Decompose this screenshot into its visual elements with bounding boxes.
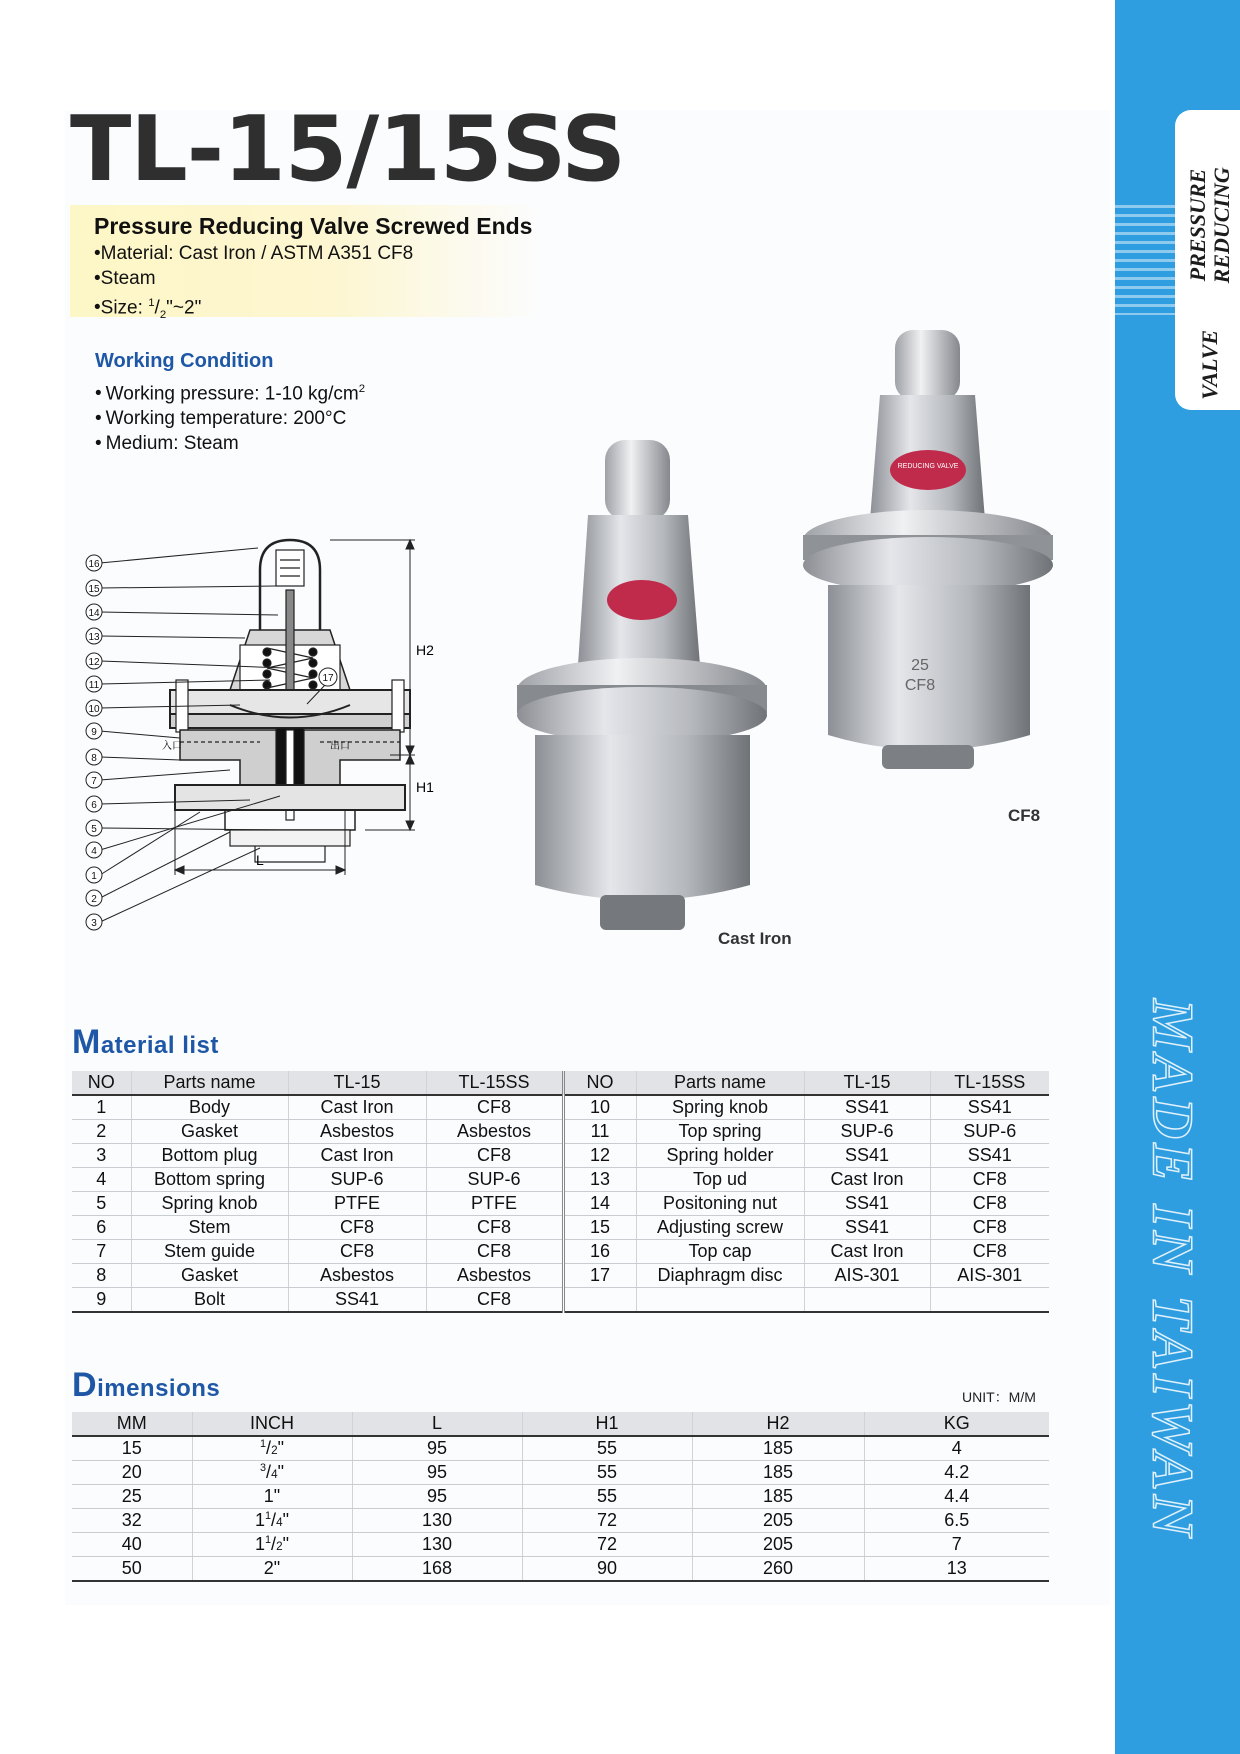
material-cell <box>804 1288 930 1313</box>
dimensions-cell-mm: 25 <box>72 1485 192 1509</box>
product-summary <box>70 205 540 322</box>
dimensions-cell-kg: 6.5 <box>864 1509 1049 1533</box>
material-header-cell: TL-15 <box>288 1071 426 1095</box>
dimensions-cell-h2: 185 <box>692 1461 864 1485</box>
material-row <box>72 1144 1049 1168</box>
callout-number: 1 <box>91 871 97 882</box>
dimensions-cell-inch: 1" <box>192 1485 352 1509</box>
callout-number: 16 <box>88 559 100 570</box>
material-cell: CF8 <box>288 1216 426 1240</box>
cast-iron-label: Cast Iron <box>718 929 792 948</box>
dimensions-row <box>72 1485 1049 1509</box>
material-cell: SS41 <box>804 1144 930 1168</box>
callout-number: 15 <box>88 584 100 595</box>
dimensions-header-cell: H1 <box>522 1412 692 1436</box>
dimensions-cell-inch: $1^1/4$" <box>192 1509 352 1533</box>
material-cell: 3 <box>72 1144 131 1168</box>
material-cell: AIS-301 <box>930 1264 1049 1288</box>
working-condition-title: Working Condition <box>95 350 274 372</box>
material-cell: Asbestos <box>426 1120 563 1144</box>
dimensions-cell-l: 168 <box>352 1557 522 1582</box>
product-subtitle: Pressure Reducing Valve Screwed Ends <box>94 213 533 239</box>
material-row <box>72 1240 1049 1264</box>
dimensions-cell-l: 95 <box>352 1436 522 1461</box>
material-cell: SS41 <box>804 1216 930 1240</box>
material-list-title: Material list <box>72 1023 219 1061</box>
dimensions-cell-h1: 55 <box>522 1485 692 1509</box>
material-cell: Stem <box>131 1216 288 1240</box>
product-photos <box>510 325 1070 975</box>
cf8-body-marking-2: CF8 <box>904 677 936 694</box>
side-stripes <box>1115 205 1175 315</box>
material-cell: CF8 <box>426 1095 563 1120</box>
material-cell: CF8 <box>426 1144 563 1168</box>
spec-material: • Material: Cast Iron / ASTM A351 CF8 <box>94 241 413 266</box>
material-row <box>72 1288 1049 1313</box>
material-cell: 5 <box>72 1192 131 1216</box>
working-condition-list <box>95 377 365 456</box>
material-cell: Top ud <box>636 1168 804 1192</box>
material-cell: Gasket <box>131 1264 288 1288</box>
dimensions-cell-h1: 72 <box>522 1509 692 1533</box>
material-header-cell: TL-15SS <box>930 1071 1049 1095</box>
material-cell: PTFE <box>426 1192 563 1216</box>
material-cell: 2 <box>72 1120 131 1144</box>
material-cell: Asbestos <box>426 1264 563 1288</box>
material-cell: SUP-6 <box>804 1120 930 1144</box>
material-cell: 4 <box>72 1168 131 1192</box>
material-cell: CF8 <box>930 1168 1049 1192</box>
material-header-cell: TL-15SS <box>426 1071 563 1095</box>
working-pressure: • Working pressure: 1-10 $kg/cm^2$ <box>95 377 365 406</box>
dimensions-cell-inch: 2" <box>192 1557 352 1582</box>
dimensions-cell-h2: 205 <box>692 1533 864 1557</box>
spec-list <box>94 241 413 328</box>
category-tab-label <box>1180 120 1240 400</box>
material-cell <box>930 1288 1049 1313</box>
dimensions-row <box>72 1509 1049 1533</box>
dimensions-row <box>72 1436 1049 1461</box>
dim-h2-label: H2 <box>416 642 434 658</box>
dimensions-table-header <box>72 1412 1049 1436</box>
material-cell: SS41 <box>288 1288 426 1313</box>
dimensions-header-cell: L <box>352 1412 522 1436</box>
material-cell: Cast Iron <box>804 1168 930 1192</box>
dimensions-cell-h2: 260 <box>692 1557 864 1582</box>
material-cell: Gasket <box>131 1120 288 1144</box>
dimensions-cell-kg: 4.4 <box>864 1485 1049 1509</box>
dim-h1-label: H1 <box>416 779 434 795</box>
page-title: TL-15/15SS <box>70 97 626 202</box>
material-row <box>72 1120 1049 1144</box>
dimensions-title: Dimensions <box>72 1366 221 1404</box>
material-cell <box>563 1288 636 1313</box>
dimensions-row <box>72 1533 1049 1557</box>
dimensions-header-cell: MM <box>72 1412 192 1436</box>
category-line-2: VALVE <box>1197 330 1222 400</box>
dimensions-cell-mm: 20 <box>72 1461 192 1485</box>
material-row <box>72 1095 1049 1120</box>
callout-number: 9 <box>91 727 97 738</box>
dimensions-cell-h1: 55 <box>522 1461 692 1485</box>
material-cell: 11 <box>563 1120 636 1144</box>
dimensions-cell-h1: 72 <box>522 1533 692 1557</box>
material-cell: Positoning nut <box>636 1192 804 1216</box>
dimensions-cell-kg: 4 <box>864 1436 1049 1461</box>
dimensions-header-cell: KG <box>864 1412 1049 1436</box>
material-cell: 10 <box>563 1095 636 1120</box>
category-line-1: PRESSURE REDUCING <box>1185 167 1234 284</box>
cf8-nameplate: REDUCING VALVE <box>897 463 959 470</box>
material-row <box>72 1216 1049 1240</box>
callout-number: 4 <box>91 846 97 857</box>
callout-number: 12 <box>88 657 100 668</box>
material-cell: PTFE <box>288 1192 426 1216</box>
material-cell: 16 <box>563 1240 636 1264</box>
material-cell: SS41 <box>804 1095 930 1120</box>
material-cell: 1 <box>72 1095 131 1120</box>
dimensions-header-cell: INCH <box>192 1412 352 1436</box>
inlet-label: 入口 <box>162 741 182 752</box>
material-cell: Top spring <box>636 1120 804 1144</box>
material-header-cell: Parts name <box>636 1071 804 1095</box>
material-cell: CF8 <box>426 1288 563 1313</box>
dimensions-cell-h2: 185 <box>692 1485 864 1509</box>
material-header-cell: NO <box>72 1071 131 1095</box>
dimensions-header-cell: H2 <box>692 1412 864 1436</box>
material-cell: 15 <box>563 1216 636 1240</box>
material-row <box>72 1192 1049 1216</box>
material-cell: AIS-301 <box>804 1264 930 1288</box>
unit-label: UNIT：M/M <box>962 1389 1036 1405</box>
material-cell <box>636 1288 804 1313</box>
dimensions-cell-l: 130 <box>352 1533 522 1557</box>
dimensions-cell-kg: 4.2 <box>864 1461 1049 1485</box>
material-cell: 14 <box>563 1192 636 1216</box>
callout-number: 17 <box>322 673 334 684</box>
material-cell: Cast Iron <box>288 1144 426 1168</box>
material-cell: Asbestos <box>288 1264 426 1288</box>
material-header-cell: Parts name <box>131 1071 288 1095</box>
material-cell: SUP-6 <box>930 1120 1049 1144</box>
dimensions-cell-inch: $1^1/2$" <box>192 1533 352 1557</box>
material-cell: 6 <box>72 1216 131 1240</box>
dimensions-cell-kg: 7 <box>864 1533 1049 1557</box>
dimensions-cell-kg: 13 <box>864 1557 1049 1582</box>
material-cell: Bottom plug <box>131 1144 288 1168</box>
material-cell: Spring knob <box>131 1192 288 1216</box>
material-header-cell: NO <box>563 1071 636 1095</box>
callout-number: 10 <box>88 704 100 715</box>
dimensions-cell-mm: 32 <box>72 1509 192 1533</box>
material-cell: SS41 <box>930 1144 1049 1168</box>
dimensions-cell-h1: 90 <box>522 1557 692 1582</box>
material-cell: CF8 <box>930 1216 1049 1240</box>
callout-number: 3 <box>91 918 97 929</box>
material-cell: SUP-6 <box>426 1168 563 1192</box>
material-cell: SS41 <box>804 1192 930 1216</box>
cf8-label: CF8 <box>1008 806 1041 825</box>
material-cell: 12 <box>563 1144 636 1168</box>
material-row <box>72 1264 1049 1288</box>
material-cell: CF8 <box>930 1240 1049 1264</box>
material-cell: Spring holder <box>636 1144 804 1168</box>
dimensions-cell-h2: 205 <box>692 1509 864 1533</box>
made-in-taiwan <box>1118 1000 1228 1540</box>
callout-number: 11 <box>88 680 100 691</box>
material-cell: CF8 <box>288 1240 426 1264</box>
cast-iron-valve-photo <box>517 440 767 930</box>
dimensions-cell-mm: 40 <box>72 1533 192 1557</box>
material-row <box>72 1168 1049 1192</box>
material-cell: Asbestos <box>288 1120 426 1144</box>
material-cell: Stem guide <box>131 1240 288 1264</box>
material-cell: 17 <box>563 1264 636 1288</box>
cf8-body-marking-1: 25 <box>911 657 929 674</box>
dimensions-cell-mm: 50 <box>72 1557 192 1582</box>
callout-number: 2 <box>91 894 97 905</box>
material-cell: 8 <box>72 1264 131 1288</box>
material-cell: CF8 <box>426 1240 563 1264</box>
material-cell: 9 <box>72 1288 131 1313</box>
material-table <box>72 1071 1049 1313</box>
material-header-cell: TL-15 <box>804 1071 930 1095</box>
dimensions-row <box>72 1557 1049 1582</box>
callout-number: 8 <box>91 753 97 764</box>
material-cell: Bottom spring <box>131 1168 288 1192</box>
working-medium: • Medium: Steam <box>95 431 365 456</box>
dimensions-cell-l: 95 <box>352 1485 522 1509</box>
material-cell: SS41 <box>930 1095 1049 1120</box>
material-cell: Adjusting screw <box>636 1216 804 1240</box>
material-cell: 7 <box>72 1240 131 1264</box>
material-cell: SUP-6 <box>288 1168 426 1192</box>
cross-section-diagram <box>80 530 500 960</box>
material-cell: Top cap <box>636 1240 804 1264</box>
dimensions-row <box>72 1461 1049 1485</box>
material-cell: CF8 <box>930 1192 1049 1216</box>
callout-number: 6 <box>91 800 97 811</box>
material-cell: Cast Iron <box>288 1095 426 1120</box>
dimensions-cell-l: 95 <box>352 1461 522 1485</box>
dimensions-cell-h1: 55 <box>522 1436 692 1461</box>
dim-l-label: L <box>256 852 264 868</box>
callout-number: 14 <box>88 608 100 619</box>
material-cell: 13 <box>563 1168 636 1192</box>
callout-number: 7 <box>91 776 97 787</box>
spec-medium: • Steam <box>94 266 413 291</box>
dimensions-cell-l: 130 <box>352 1509 522 1533</box>
material-cell: Cast Iron <box>804 1240 930 1264</box>
dimensions-cell-inch: $^1$/2" <box>192 1436 352 1461</box>
callout-number: 13 <box>88 632 100 643</box>
working-temperature: • Working temperature: 200°C <box>95 406 365 431</box>
material-cell: Body <box>131 1095 288 1120</box>
spec-size: • Size: $^1/_2"\sim 2$" <box>94 291 413 328</box>
material-cell: Diaphragm disc <box>636 1264 804 1288</box>
dimensions-cell-inch: $^3$/4" <box>192 1461 352 1485</box>
outlet-label: 出口 <box>330 741 350 752</box>
callout-number: 5 <box>91 824 97 835</box>
dimensions-cell-mm: 15 <box>72 1436 192 1461</box>
made-in-text: MADE IN TAIWAN <box>1140 999 1206 1541</box>
material-cell: CF8 <box>426 1216 563 1240</box>
dimensions-table <box>72 1412 1049 1582</box>
material-table-header <box>72 1071 1049 1095</box>
material-cell: Spring knob <box>636 1095 804 1120</box>
material-cell: Bolt <box>131 1288 288 1313</box>
dimensions-cell-h2: 185 <box>692 1436 864 1461</box>
cf8-valve-photo <box>803 330 1053 769</box>
